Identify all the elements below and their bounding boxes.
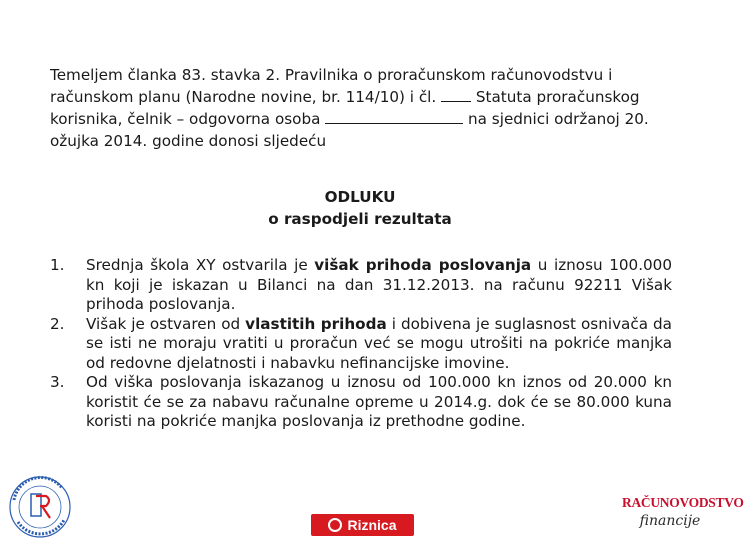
association-seal-logo <box>6 474 74 540</box>
list-item-text: Srednja škola XY ostvarila je <box>86 256 315 274</box>
list-item-text: i dobivena je suglasnost osnivača da se isti ne moraju vratiti u proračun već se mogu utrošiti na pokriće manjka od redovne djelatnosti i nabavku nefinancijske imovine. <box>86 314 672 372</box>
list-item-bold: vlastitih prihoda <box>245 314 387 333</box>
list-number: 2. <box>50 314 65 333</box>
list-item <box>50 373 672 432</box>
intro-text-3: na sjednici održanoj 20. ožujka 2014. godine donosi sljedeću <box>50 110 649 150</box>
riznica-logo-text: Riznica <box>347 517 397 533</box>
list-item <box>50 256 672 315</box>
list-item-text: Višak je ostvaren od <box>86 314 246 333</box>
decision-subtitle: o raspodjeli rezultata <box>268 210 452 228</box>
logo-line-2: financije <box>639 513 701 529</box>
list-item-bold: višak prihoda poslovanja <box>314 256 532 274</box>
riznica-mark-icon <box>328 518 342 532</box>
list-item-text: u iznosu 100.000 kn koji je iskazan u Bilanci na dan 31.12.2013. na računu 92211 Višak prihoda poslovanja. <box>86 256 673 313</box>
decision-heading <box>0 186 720 230</box>
logo-line-1: RAČUNOVODSTVO <box>622 495 744 510</box>
footer <box>0 470 744 540</box>
list-number: 3. <box>50 373 65 391</box>
list-number: 1. <box>50 256 65 274</box>
intro-paragraph <box>50 64 670 152</box>
top-bar <box>0 0 720 28</box>
riznica-logo <box>311 514 414 536</box>
decision-list <box>50 256 672 432</box>
decision-title: ODLUKU <box>324 188 396 206</box>
list-item <box>50 315 672 374</box>
intro-text-2: Statuta proračunskog korisnika, čelnik – odgovorna osoba <box>50 88 640 128</box>
blank-line-article <box>441 87 471 102</box>
intro-text-1: Temeljem članka 83. stavka 2. Pravilnika o proračunskom računovodstvu i računskom planu (Narodne novine, br. 114/10) i čl. <box>50 66 613 106</box>
blank-line-person <box>325 109 463 124</box>
list-item-text: Od viška poslovanja iskazanog u iznosu od 100.000 kn iznos od 20.000 kn koristit će se za nabavu računalne opreme u 2014.g. dok će se 80.000 kuna koristi na pokriće manjka poslovanja iz prethodne godine. <box>86 373 672 430</box>
racunovodstvo-financije-logo <box>622 494 744 538</box>
